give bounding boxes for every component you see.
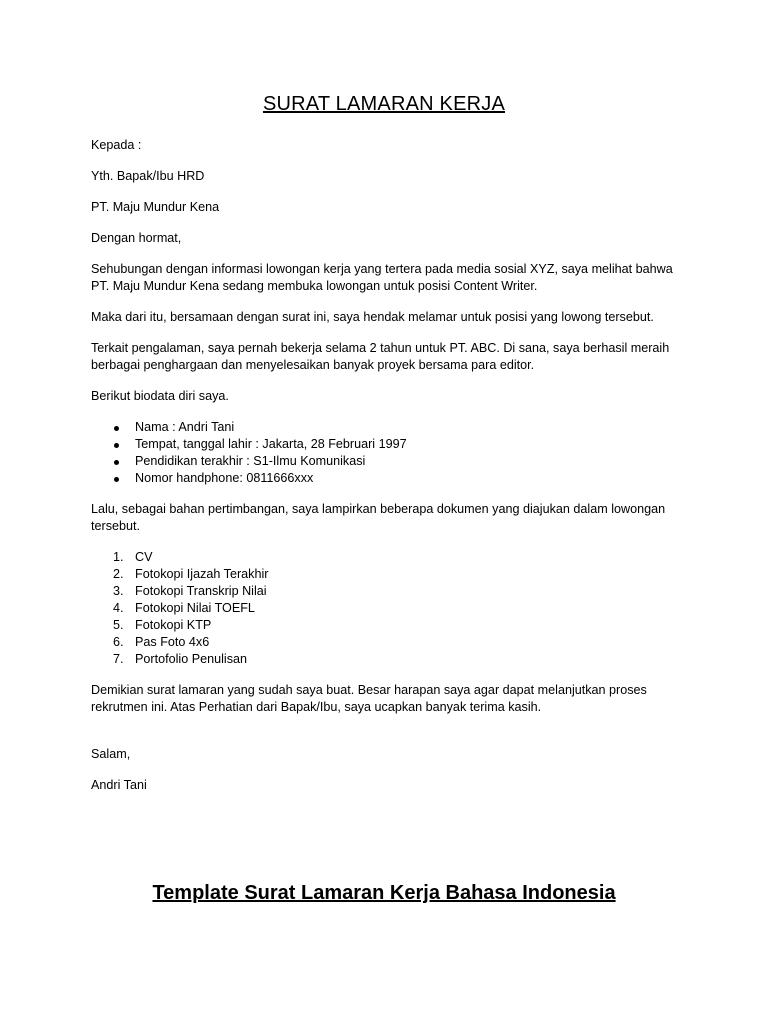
list-number: 6. bbox=[113, 635, 124, 649]
attachment-label: Fotokopi Nilai TOEFL bbox=[135, 601, 255, 615]
attachment-label: Fotokopi Transkrip Nilai bbox=[135, 584, 267, 598]
list-item bbox=[91, 549, 691, 566]
list-item bbox=[91, 583, 691, 600]
bullet-icon bbox=[114, 477, 119, 482]
list-item bbox=[91, 470, 691, 487]
list-item bbox=[91, 419, 691, 436]
biodata-intro: Berikut biodata diri saya. bbox=[91, 389, 229, 403]
recipient-name: Yth. Bapak/Ibu HRD bbox=[91, 169, 205, 183]
biodata-item-phone: Nomor handphone: 0811666xxx bbox=[135, 471, 314, 485]
list-number: 5. bbox=[113, 618, 124, 632]
list-number: 3. bbox=[113, 584, 124, 598]
list-number: 7. bbox=[113, 652, 124, 666]
list-item bbox=[91, 651, 691, 668]
biodata-list bbox=[91, 419, 691, 487]
bullet-icon bbox=[114, 443, 119, 448]
bullet-icon bbox=[114, 426, 119, 431]
list-item bbox=[91, 566, 691, 583]
attachment-label: Portofolio Penulisan bbox=[135, 652, 248, 666]
greeting: Dengan hormat, bbox=[91, 231, 182, 245]
closing-paragraph: Demikian surat lamaran yang sudah saya buat. Besar harapan saya agar dapat melanjutkan proses rekrutmen ini. Atas Perhatian dari Bapak/Ibu, saya ucapkan banyak terima kasih. bbox=[91, 683, 647, 714]
list-number: 1. bbox=[113, 550, 124, 564]
list-item bbox=[91, 617, 691, 634]
letter-body bbox=[91, 137, 691, 808]
letter-title: SURAT LAMARAN KERJA bbox=[262, 93, 505, 115]
salutation: Salam, bbox=[91, 747, 131, 761]
attachment-label: CV bbox=[135, 550, 153, 564]
paragraph-2: Maka dari itu, bersamaan dengan surat ini, saya hendak melamar untuk posisi yang lowong tersebut. bbox=[91, 310, 654, 324]
attachments-intro: Lalu, sebagai bahan pertimbangan, saya lampirkan beberapa dokumen yang diajukan dalam lowongan tersebut. bbox=[91, 502, 666, 533]
biodata-item-birth: Tempat, tanggal lahir : Jakarta, 28 Februari 1997 bbox=[135, 437, 407, 451]
attachment-label: Fotokopi Ijazah Terakhir bbox=[135, 567, 269, 581]
list-item bbox=[91, 600, 691, 617]
attachment-label: Fotokopi KTP bbox=[135, 618, 212, 632]
recipient-intro: Kepada : bbox=[91, 138, 142, 152]
page-caption: Template Surat Lamaran Kerja Bahasa Indonesia bbox=[152, 882, 616, 904]
attachments-list bbox=[91, 549, 691, 668]
biodata-item-name: Nama : Andri Tani bbox=[135, 420, 235, 434]
biodata-item-education: Pendidikan terakhir : S1-Ilmu Komunikasi bbox=[135, 454, 366, 468]
paragraph-1: Sehubungan dengan informasi lowongan kerja yang tertera pada media sosial XYZ, saya melihat bahwa PT. Maju Mundur Kena sedang membuka lowongan untuk posisi Content Writer. bbox=[91, 262, 673, 293]
recipient-company: PT. Maju Mundur Kena bbox=[91, 200, 220, 214]
list-number: 2. bbox=[113, 567, 124, 581]
bullet-icon bbox=[114, 460, 119, 465]
list-item bbox=[91, 453, 691, 470]
attachment-label: Pas Foto 4x6 bbox=[135, 635, 210, 649]
list-item bbox=[91, 436, 691, 453]
signature: Andri Tani bbox=[91, 778, 147, 792]
list-item bbox=[91, 634, 691, 651]
paragraph-3: Terkait pengalaman, saya pernah bekerja selama 2 tahun untuk PT. ABC. Di sana, saya berhasil meraih berbagai penghargaan dan menyelesaikan banyak proyek bersama para editor. bbox=[91, 341, 670, 372]
list-number: 4. bbox=[113, 601, 124, 615]
